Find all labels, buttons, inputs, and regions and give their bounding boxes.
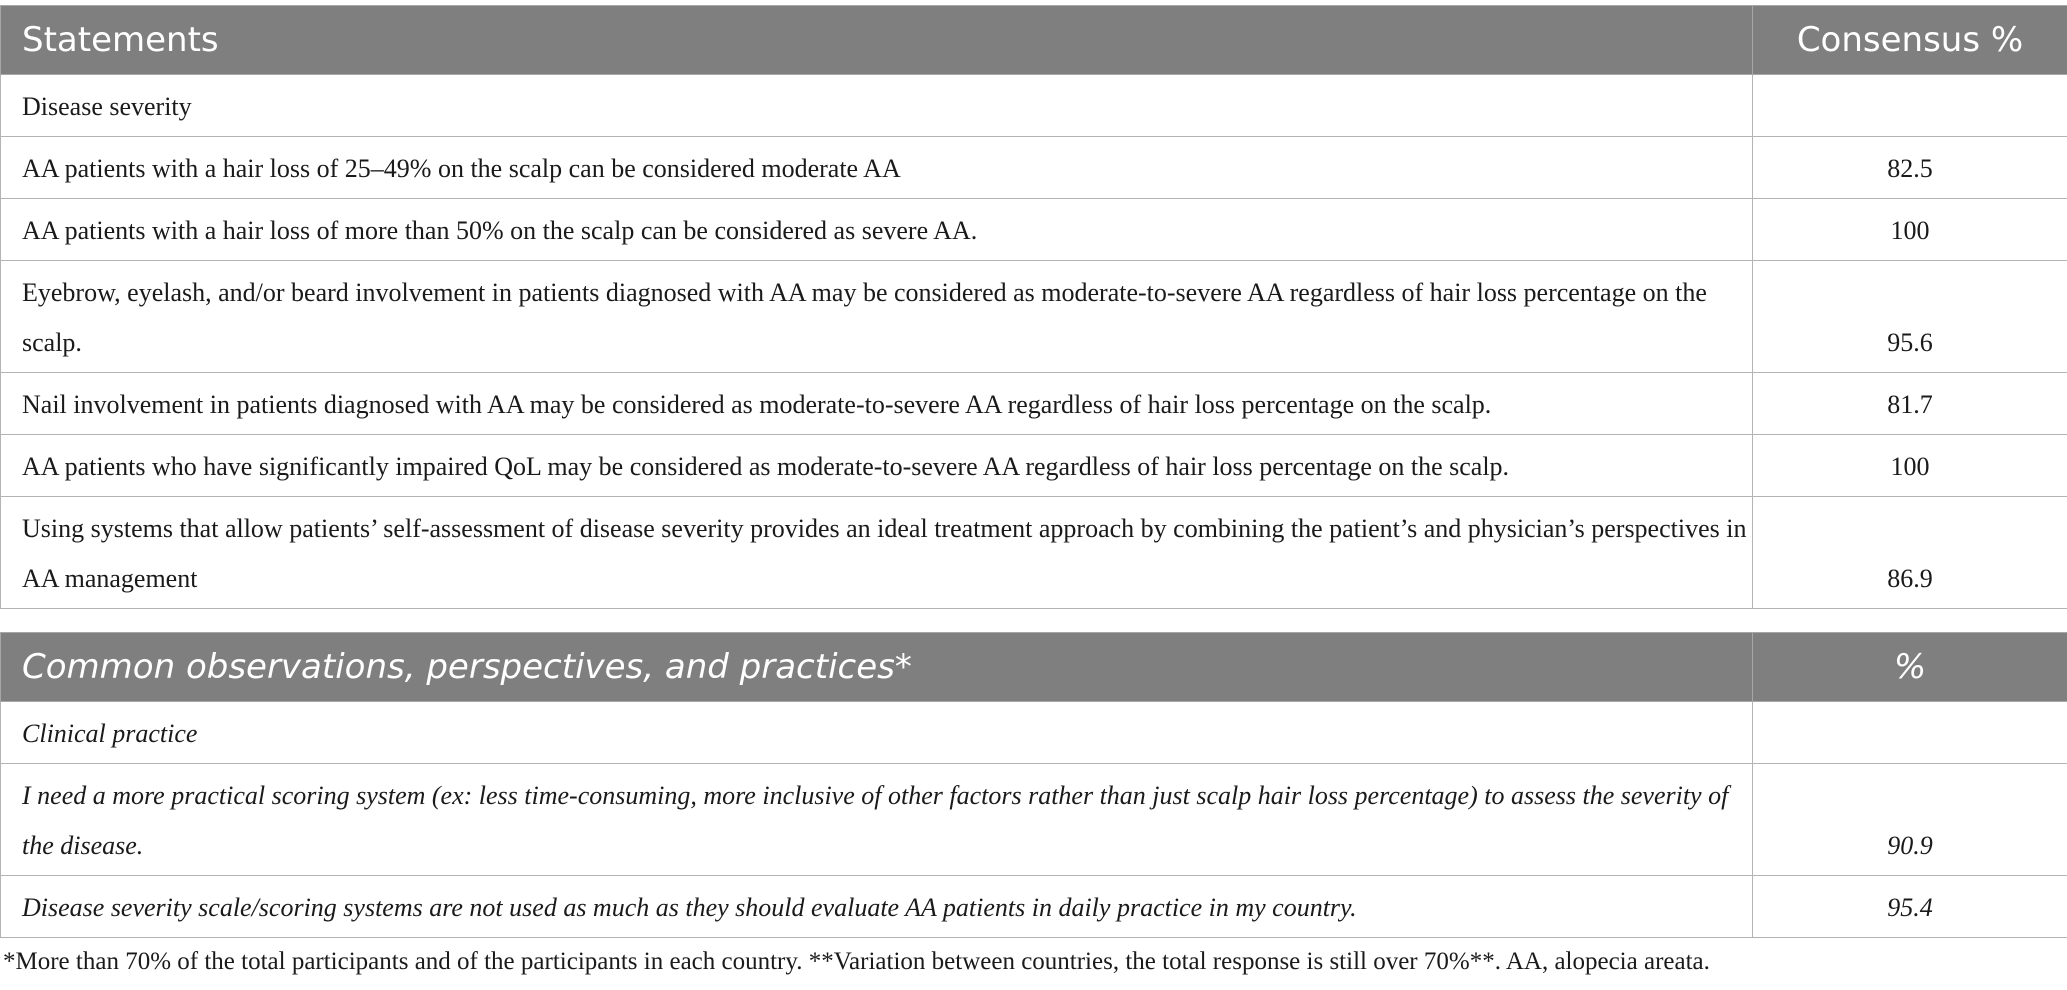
statement-cell: Nail involvement in patients diagnosed with AA may be considered as moderate-to-severe AA regardless of hair loss percentage on the scalp. — [1, 373, 1753, 435]
column-header-consensus: Consensus % — [1753, 6, 2067, 75]
consensus-value: 100 — [1753, 199, 2067, 261]
column-header-percent: % — [1753, 633, 2067, 702]
table-footnote: *More than 70% of the total participants and of the participants in each country. **Variation between countries, the total response is still over 70%**. AA, alopecia areata. — [3, 948, 1710, 975]
statement-cell: AA patients with a hair loss of 25–49% on the scalp can be considered moderate AA — [1, 137, 1753, 199]
table-header-row — [1, 6, 2067, 75]
statement-cell: AA patients who have significantly impaired QoL may be considered as moderate-to-severe AA regardless of hair loss percentage on the scalp. — [1, 435, 1753, 497]
consensus-table — [0, 5, 2067, 609]
table-row — [1, 876, 2067, 938]
consensus-value: 82.5 — [1753, 137, 2067, 199]
section-value-empty — [1753, 702, 2067, 764]
table-row — [1, 199, 2067, 261]
section-value-empty — [1753, 75, 2067, 137]
column-header-statements: Statements — [1, 6, 1753, 75]
section-label: Clinical practice — [1, 702, 1753, 764]
consensus-value: 81.7 — [1753, 373, 2067, 435]
table-row — [1, 261, 2067, 373]
observations-table — [0, 632, 2067, 938]
table-row — [1, 764, 2067, 876]
consensus-value: 86.9 — [1753, 497, 2067, 609]
statement-cell: Using systems that allow patients’ self-assessment of disease severity provides an ideal treatment approach by combining the patient’s and physician’s perspectives in AA management — [1, 497, 1753, 609]
statement-cell: I need a more practical scoring system (ex: less time-consuming, more inclusive of other factors rather than just scalp hair loss percentage) to assess the severity of the disease. — [1, 764, 1753, 876]
column-header-observations: Common observations, perspectives, and practices* — [1, 633, 1753, 702]
statement-cell: AA patients with a hair loss of more than 50% on the scalp can be considered as severe AA. — [1, 199, 1753, 261]
statement-cell: Disease severity scale/scoring systems are not used as much as they should evaluate AA patients in daily practice in my country. — [1, 876, 1753, 938]
section-label: Disease severity — [1, 75, 1753, 137]
table-row — [1, 137, 2067, 199]
section-row — [1, 702, 2067, 764]
table-header-row — [1, 633, 2067, 702]
percent-value: 90.9 — [1753, 764, 2067, 876]
table-row — [1, 435, 2067, 497]
consensus-value: 100 — [1753, 435, 2067, 497]
statement-cell: Eyebrow, eyelash, and/or beard involvement in patients diagnosed with AA may be considered as moderate-to-severe AA regardless of hair loss percentage on the scalp. — [1, 261, 1753, 373]
table-row — [1, 373, 2067, 435]
consensus-value: 95.6 — [1753, 261, 2067, 373]
table-row — [1, 497, 2067, 609]
section-row — [1, 75, 2067, 137]
percent-value: 95.4 — [1753, 876, 2067, 938]
